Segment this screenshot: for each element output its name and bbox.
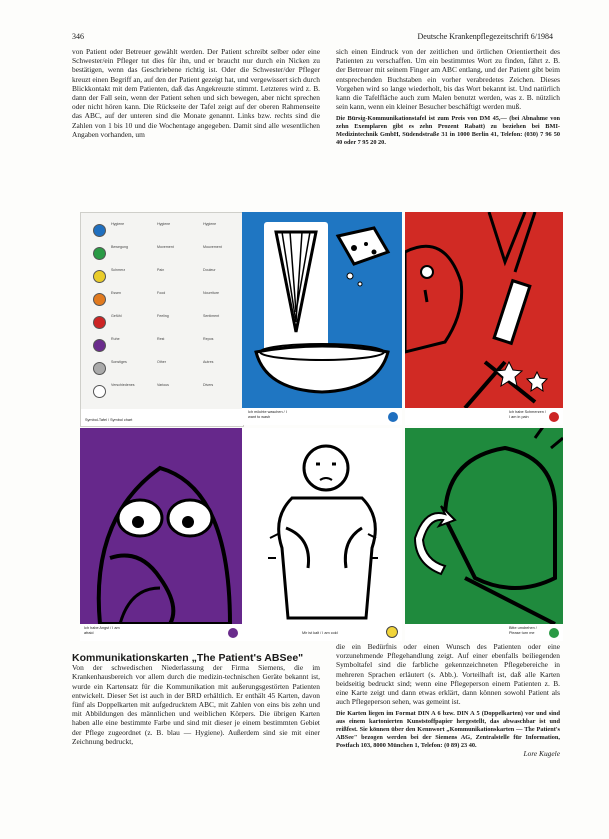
ordering-note: Die Karten liegen im Format DIN A 6 bzw. DIN A 5 (Doppelkarten) vor und sind aus einem kartonierten Kunststoffpapier hergestellt, das abwaschbar ist und reißfest. Sie können über den Kennwort „Kommunikationskarten — The Patient's ABSee" bezogen werden bei der Siemens AG, Zentralstelle für Information, Postfach 103, 8000 München 1, Telefon: (0 89) 23 40. (336, 710, 560, 749)
anxiety-card (80, 428, 242, 641)
legend-row (89, 359, 235, 377)
legend-label: Gefühl (111, 314, 122, 318)
card-caption: Bitte umdrehen / Please turn me (509, 626, 537, 635)
page-number: 346 (72, 32, 84, 41)
pain-face-icon (405, 212, 563, 408)
section-heading: Kommunikationskarten „The Patient's ABSee" (72, 652, 304, 664)
legend-label: Douleur (203, 268, 216, 272)
legend-label: Hygiene (203, 222, 217, 226)
legend-label: Schmerz (111, 268, 126, 272)
legend-row (89, 267, 235, 285)
yellow-category-dot (386, 626, 398, 638)
paragraph: von Patient oder Betreuer gewählt werden. Der Patient schreibt selber oder eine Schwester/ein Pfleger tut dies für ihn, und er braucht nur durch ein Nicken zu bestätigen, wenn das Geschriebene richtig ist. Oder die Schwester/der Pfleger kreuzt einen Begriff an, auf den der Patient gezeigt hat, und vergewissert sich durch Blickkontakt mit dem Patienten, daß das Angekreuzte stimmt. Letzteres wird z. B. dann der Fall sein, wenn der Patient sehen und sich bewegen, aber nicht sprechen oder nicht hören kann. Die Rückseite der Tafel zeigt auf der oberen Rahmenseite das ABC, auf der unteren sind die Monate genannt. Links bzw. rechts sind die Zahlen von 1 bis 10 und die Wochentage angegeben. Damit sind alle wesentlichen Angaben vorhanden, um (72, 47, 320, 139)
legend-label: Feeling (157, 314, 169, 318)
green-category-dot (549, 628, 559, 638)
legend-row (89, 382, 235, 400)
hygiene-card (242, 212, 402, 425)
legend-label: Mouvement (203, 245, 222, 249)
legend-swatch (93, 316, 106, 329)
paragraph: die ein Bedürfnis oder einen Wunsch des Patienten oder eine vorzunehmende Pflegehandlung zeigt. Auf einer ebenfalls beiliegenden Symboltafel sind die farbliche gekennzeichneten Pflegebereiche in mehreren Sprachen erläutert (s. Abb.). Vorteilhaft ist, daß alle Karten beidseitig bedruckt sind; wenn eine Pflegeperson einem Patienten z. B. eine Karte zeigt und dann etwas erklärt, dann können sowohl Patient als auch Pflegeperson sehen, was gemeint ist. (336, 642, 560, 707)
cold-card (242, 428, 402, 641)
symbol-legend-card (80, 212, 244, 427)
legend-swatch (93, 385, 106, 398)
legend-swatch (93, 247, 106, 260)
legend-label: Movement (157, 245, 174, 249)
legend-label: Food (157, 291, 166, 295)
legend-swatch (93, 224, 106, 237)
legend-row (89, 221, 235, 239)
legend-label: Pain (157, 268, 165, 272)
movement-card (405, 428, 563, 641)
legend-label: Sentiment (203, 314, 220, 318)
legend-label: Verschiedenes (111, 383, 135, 387)
legend-swatch (93, 339, 106, 352)
legend-label: Ruhe (111, 337, 120, 341)
legend-label: Divers (203, 383, 214, 387)
legend-label: Repos (203, 337, 214, 341)
legend-label: Hygiene (157, 222, 171, 226)
text-column-right-top (336, 47, 560, 147)
towel-basin-icon (242, 212, 402, 408)
card-caption: Mir ist kalt / I am cold (302, 630, 338, 635)
legend-label: Sonstiges (111, 360, 127, 364)
legend-label: Rest (157, 337, 165, 341)
shivering-person-icon (242, 428, 402, 624)
paragraph: Von der schwedischen Niederlassung der Firma Siemens, die im Krankenhausbereich vor allem durch die medizin-technischen Geräte bekannt ist, wurde ein Kartensatz für die Kommunikation mit außerungsgestörten Patienten entwickelt. Dieser Set ist auch in der BRD erhältlich. Er enthält 45 Karten, davon fünf als Doppelkarten mit aufgedrucktem ABC, mit Zahlen von eins bis zehn und mit Abbildungen des männlichen und weiblichen Körpers. Die übrigen Karten haben alle eine bestimmte Farbe und sind mit dieser je einem bestimmten Gebiet der Pflege zugeordnet (z. B. blau — Hygiene). Außerdem sind sie mit einer Zeichnung bedruckt, (72, 663, 320, 746)
legend-label: Essen (111, 291, 121, 295)
paragraph: sich einen Eindruck von der zeitlichen und örtlichen Orientiertheit des Patienten zu verschaffen. Um ein bestimmtes Wort zu finden, fährt z. B. der Betreuer mit seinem Finger am ABC entlang, und der Patient gibt beim entsprechenden Buchstaben ein vorher verabredetes Zeichen. Dieses Vorgehen wird so lange wiederholt, bis das Wort bekannt ist. Und natürlich kann die Tafelfläche auch zum Malen benutzt werden, was z. B. nützlich sein kann, wenn ein kleiner Besucher beschäftigt werden muß. (336, 47, 560, 112)
card-caption: Ich möchte waschen / I want to wash (248, 410, 287, 419)
purple-category-dot (228, 628, 238, 638)
worried-face-icon (80, 428, 242, 624)
legend-label: Bewegung (111, 245, 128, 249)
legend-row (89, 244, 235, 262)
red-category-dot (549, 412, 559, 422)
author-signature: Lore Kugele (523, 749, 560, 759)
text-column-left-bottom (72, 654, 320, 746)
legend-label: Autres (203, 360, 214, 364)
legend-label: Hygiene (111, 222, 125, 226)
legend-row (89, 313, 235, 331)
ordering-note: Die Bürsig-Kommunikationstafel ist zum Preis von DM 45,— (bei Abnahme von zehn Exemplaren gibt es zehn Prozent Rabatt) zu beziehen bei BMI-Medizintechnik GmbH, Südendstraße 31 in 1000 Berlin 41, Telefon: (030) 7 96 50 40 oder 7 95 20 20. (336, 115, 560, 146)
legend-swatch (93, 362, 106, 375)
pain-card (405, 212, 563, 425)
card-caption: Ich habe Schmerzen / I am in pain (509, 410, 546, 419)
legend-label: Other (157, 360, 166, 364)
legend-row (89, 290, 235, 308)
journal-title: Deutsche Krankenpflegezeitschrift 6/1984 (417, 32, 553, 41)
legend-swatch (93, 270, 106, 283)
legend-swatch (93, 293, 106, 306)
legend-label: Nourriture (203, 291, 219, 295)
legend-label: Various (157, 383, 169, 387)
page-header (72, 32, 553, 44)
blue-category-dot (388, 412, 398, 422)
card-caption: Symbol-Tafel / Symbol chart (85, 417, 133, 422)
card-caption: Ich habe Angst / I am afraid (84, 626, 120, 635)
turning-patient-icon (405, 428, 563, 624)
legend-row (89, 336, 235, 354)
text-column-left-top (72, 47, 320, 139)
text-column-right-bottom (336, 642, 560, 759)
